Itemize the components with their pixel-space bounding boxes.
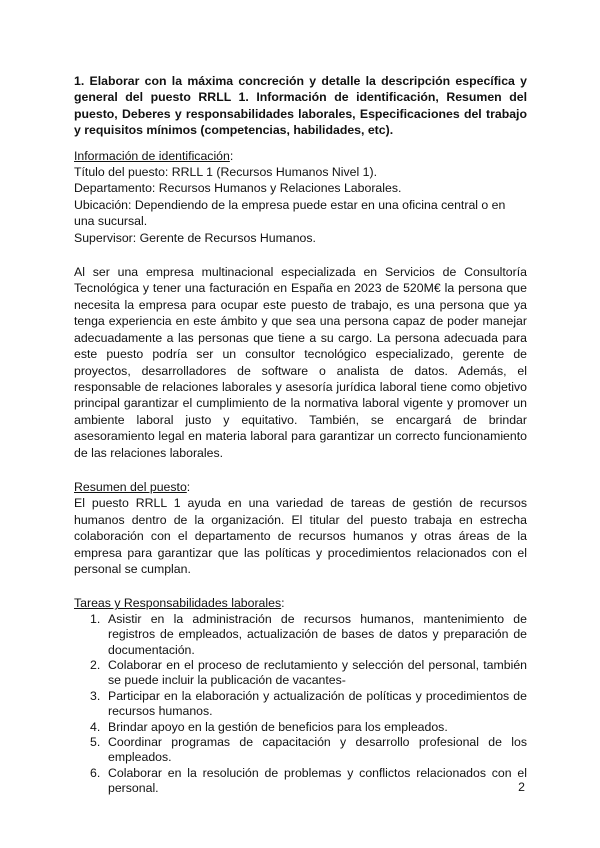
- list-item-text: Asistir en la administración de recursos humanos, mantenimiento de registros de empleados, actualización de bases de datos y preparación de documentación.: [108, 611, 527, 657]
- ubicacion: Ubicación: Dependiendo de la empresa puede estar en una oficina central o en una sucursal.: [74, 197, 506, 229]
- identificacion-title-text: Información de identificación: [74, 148, 230, 163]
- list-item-text: Colaborar en la resolución de problemas y conflictos relacionados con el personal.: [108, 765, 527, 796]
- list-item: [74, 658, 527, 689]
- list-item: [74, 766, 527, 797]
- resumen-title-text: Resumen del puesto: [74, 479, 187, 494]
- list-item-text: Coordinar programas de capacitación y desarrollo profesional de los empleados.: [108, 735, 527, 765]
- list-item: [74, 735, 527, 766]
- titulo-puesto: Título del puesto: RRLL 1 (Recursos Humanos Nivel 1).: [74, 165, 377, 180]
- tareas-title-text: Tareas y Responsabilidades laborales: [74, 596, 282, 611]
- list-item-number: 3.: [90, 688, 101, 703]
- list-item-number: 1.: [90, 611, 101, 626]
- tareas-title-colon: :: [281, 596, 285, 611]
- list-item-number: 6.: [90, 765, 101, 780]
- page-number: 2: [518, 780, 525, 794]
- tareas-title: [74, 595, 527, 611]
- list-item-number: 5.: [90, 735, 101, 750]
- list-item-text: Colaborar en el proceso de reclutamiento y selección del personal, también se puede incluir la publicación de vacantes-: [108, 658, 527, 688]
- resumen-title-colon: :: [186, 479, 191, 494]
- supervisor: Supervisor: Gerente de Recursos Humanos.: [74, 230, 316, 245]
- context-paragraph: Al ser una empresa multinacional especializada en Servicios de Consultoría Tecnológica y tener una facturación en España en 2023 de 520M€ la persona que necesita la empresa para ocupar este puesto de trabajo, es una persona que ya tenga experiencia en este ámbito y que sea una persona capaz de poder manejar adecuadamente a las personas que tiene a su cargo. La persona adecuada para este puesto podría ser un consultor tecnológico especializado, gerente de proyectos, desarrolladores de software o analista de datos. Además, el responsable de relaciones laborales y asesoría jurídica laboral tiene como objetivo principal garantizar el cumplimiento de la normativa laboral vigente y promover un ambiente laboral justo y equitativo. También, se encargará de brindar asesoramiento legal en materia laboral para garantizar un correcto funcionamiento de las relaciones laborales.: [74, 265, 527, 460]
- list-item-text: Brindar apoyo en la gestión de beneficios para los empleados.: [108, 719, 448, 734]
- list-item-text: Participar en la elaboración y actualización de políticas y procedimientos de recursos humanos.: [108, 688, 527, 719]
- document-page: [74, 73, 527, 797]
- list-item: [74, 689, 527, 720]
- identificacion-title: [74, 148, 527, 164]
- resumen-text: El puesto RRLL 1 ayuda en una variedad de tareas de gestión de recursos humanos dentro de la organización. El titular del puesto trabaja en estrecha colaboración con el departamento de recursos humanos y otras áreas de la empresa para garantizar que las políticas y procedimientos relacionados con el personal se cumplan.: [74, 496, 527, 576]
- identificacion-title-colon: :: [229, 148, 234, 163]
- list-item: [74, 720, 527, 735]
- list-item-number: 4.: [90, 719, 101, 734]
- section-heading: 1. Elaborar con la máxima concreción y detalle la descripción específica y general del puesto RRLL 1. Información de identificación, Resumen del puesto, Deberes y responsabilidades laborales, Especificaciones del trabajo y requisitos mínimos (competencias, habilidades, etc).: [74, 74, 527, 138]
- resumen-title: [74, 479, 527, 495]
- list-item-number: 2.: [90, 658, 101, 672]
- tasks-list: [74, 612, 527, 797]
- list-item: [74, 612, 527, 658]
- departamento: Departamento: Recursos Humanos y Relaciones Laborales.: [74, 181, 402, 196]
